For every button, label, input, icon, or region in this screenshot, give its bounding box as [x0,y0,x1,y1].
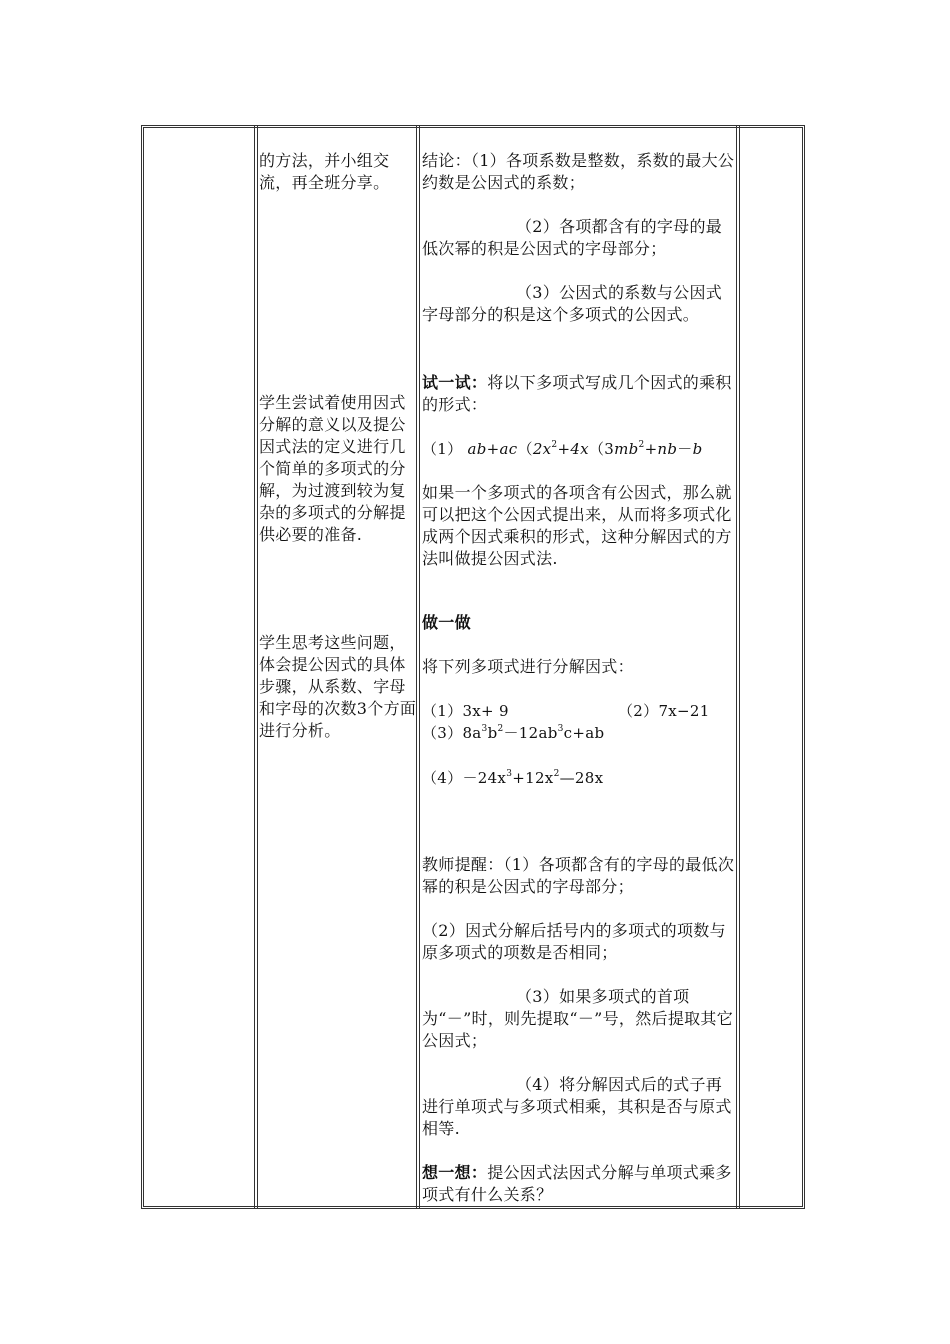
student-activity-3: 学生思考这些问题，体会提公因式的具体步骤，从系数、字母和字母的次数3个方面进行分析。 [259,633,417,740]
try-items: （1） $ab+ac(2x^2+4x(3mb^2+nb-b$ [422,440,703,458]
think-text: 提公因式法因式分解与单项式乘多项式有什么关系？ [422,1163,732,1204]
exercise-1: （1）3x+ 9 [422,702,509,720]
exercise-3: $(3)8a^3b^2-12ab^3c+ab$ [422,724,605,742]
teacher-tip-4 [422,1074,738,1140]
think-section [422,1162,738,1206]
teacher-tip-3-text: （3）如果多项式的首项为“－”时，则先提取“－”号，然后提取其它公因式； [422,987,734,1050]
conclusion-1: 结论：（1）各项系数是整数，系数的最大公约数是公因式的系数； [422,151,735,192]
conclusion-2 [422,216,738,260]
teacher-tip-2: （2）因式分解后括号内的多项式的项数与原多项式的项数是否相同； [422,921,726,962]
teacher-tip-4-text: （4）将分解因式后的式子再进行单项式与多项式相乘，其积是否与原式相等. [422,1075,732,1138]
teacher-tip-3 [422,986,738,1052]
try-section [422,372,738,416]
conclusion-3 [422,282,738,326]
column-divider [254,125,258,1209]
conclusion-2-text: （2）各项都含有的字母的最低次幂的积是公因式的字母部分； [422,217,723,258]
do-text: 将下列多项式进行分解因式： [422,657,634,676]
student-activity-1: 的方法，并小组交流，再全班分享。 [259,151,390,192]
teacher-tip-1: 教师提醒：（1）各项都含有的字母的最低次幂的积是公因式的字母部分； [422,855,735,896]
try-title: 试一试： [422,373,488,392]
think-title: 想一想： [422,1163,488,1182]
conclusion-3-text: （3）公因式的系数与公因式字母部分的积是这个多项式的公因式。 [422,283,723,324]
exercise-4: $(4)-24x^3+12x^2—28x$ [422,769,604,787]
exercise-2: （2）7x−21 [618,702,710,720]
student-activity-2: 学生尝试着使用因式分解的意义以及提公因式法的定义进行几个简单的多项式的分解，为过渡到较为复杂的多项式的分解提供必要的准备. [259,393,406,544]
do-title: 做一做 [422,613,471,632]
try-text: 将以下多项式写成几个因式的乘积的形式： [422,373,732,414]
definition: 如果一个多项式的各项含有公因式，那么就可以把这个公因式提出来，从而将多项式化成两个因式乘积的形式，这种分解因式的方法叫做提公因式法. [422,483,732,568]
